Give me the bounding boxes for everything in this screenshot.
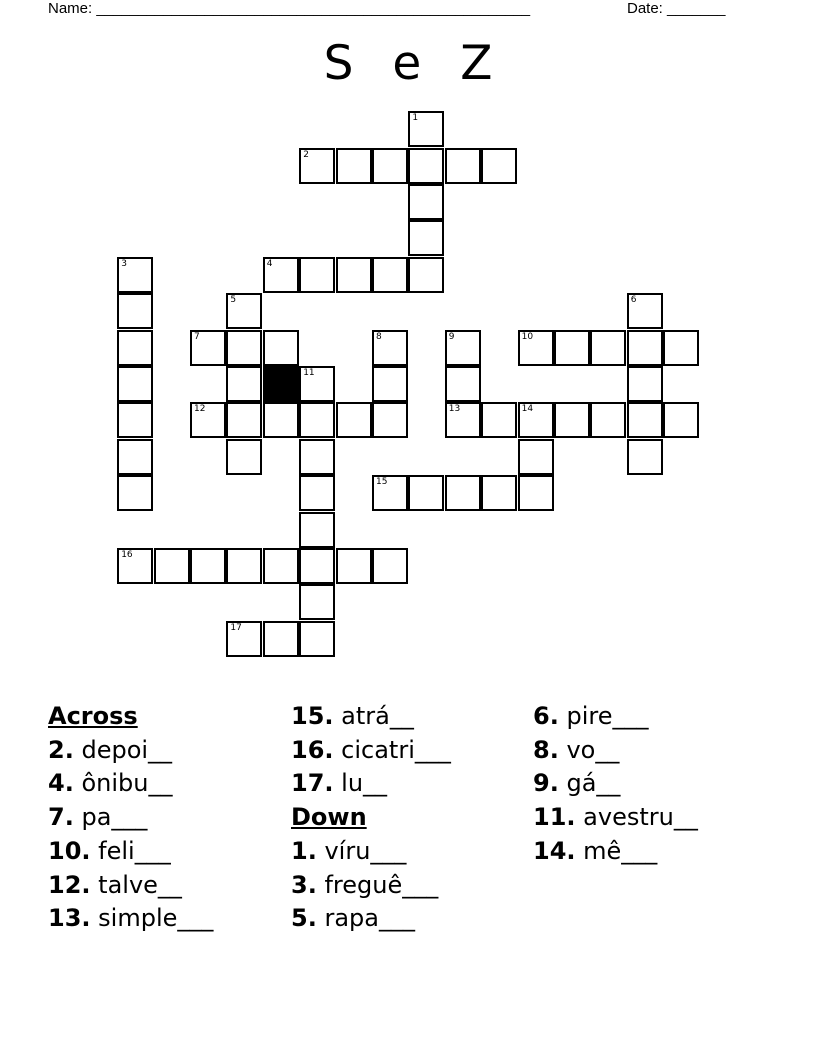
grid-cell[interactable] xyxy=(445,366,481,402)
clue-number: 17. xyxy=(291,769,334,798)
clue-number: 9. xyxy=(533,769,559,798)
grid-cell[interactable] xyxy=(408,257,444,293)
clue-number: 2. xyxy=(48,735,74,764)
clue-text: feli___ xyxy=(98,836,171,865)
down-clue xyxy=(533,835,698,869)
grid-cell[interactable] xyxy=(299,512,335,548)
grid-cell[interactable] xyxy=(117,257,153,293)
grid-cell[interactable] xyxy=(445,148,481,184)
across-clue xyxy=(48,869,213,903)
clue-number: 16. xyxy=(291,735,334,764)
clue-text: freguê___ xyxy=(324,870,439,899)
clue-text: gá__ xyxy=(566,769,621,798)
grid-cell[interactable] xyxy=(263,330,299,366)
grid-cell[interactable] xyxy=(117,475,153,511)
clue-number-label: 16 xyxy=(121,550,133,560)
grid-cell[interactable] xyxy=(263,548,299,584)
clue-text: víru___ xyxy=(324,836,407,865)
grid-cell[interactable] xyxy=(226,402,262,438)
grid-cell[interactable] xyxy=(117,439,153,475)
clue-number-label: 11 xyxy=(303,368,315,378)
down-clue xyxy=(533,767,698,801)
clue-number-label: 6 xyxy=(630,295,637,306)
grid-cell[interactable] xyxy=(445,475,481,511)
clue-number: 12. xyxy=(48,870,91,899)
across-clue xyxy=(48,835,213,869)
clue-number-label: 10 xyxy=(521,331,534,342)
clue-text: atrá__ xyxy=(341,702,414,730)
black-square xyxy=(263,366,299,402)
across-clue xyxy=(48,902,213,936)
grid-cell[interactable] xyxy=(518,330,554,366)
clue-number-label: 7 xyxy=(194,331,200,342)
grid-cell[interactable] xyxy=(372,548,408,584)
clue-text: vo__ xyxy=(566,735,620,764)
grid-cell[interactable] xyxy=(117,293,153,329)
grid-cell[interactable] xyxy=(299,402,335,438)
clue-number: 3. xyxy=(291,870,317,899)
grid-cell[interactable] xyxy=(518,402,554,438)
grid-cell[interactable] xyxy=(263,402,299,438)
grid-cell[interactable] xyxy=(518,439,554,475)
grid-cell[interactable] xyxy=(299,621,335,657)
clue-number-label: 4 xyxy=(266,258,273,269)
grid-cell[interactable] xyxy=(663,402,699,438)
clue-number-label: 12 xyxy=(194,404,206,415)
clue-text: cicatri___ xyxy=(341,735,451,764)
grid-cell[interactable] xyxy=(226,548,262,584)
clue-text: simple___ xyxy=(98,904,214,933)
clue-number-label: 14 xyxy=(521,404,534,415)
grid-cell[interactable] xyxy=(190,330,226,366)
clue-text: mê___ xyxy=(583,836,658,865)
clue-number-label: 1 xyxy=(412,113,419,124)
grid-cell[interactable] xyxy=(372,475,408,511)
across-clue xyxy=(48,801,213,835)
clue-column-2 xyxy=(291,700,451,936)
grid-cell[interactable] xyxy=(481,475,517,511)
grid-cell[interactable] xyxy=(445,330,481,366)
grid-cell[interactable] xyxy=(226,293,262,329)
grid-cell[interactable] xyxy=(226,439,262,475)
grid-cell[interactable] xyxy=(372,366,408,402)
grid-cell[interactable] xyxy=(226,621,262,657)
grid-cell[interactable] xyxy=(336,148,372,184)
grid-cell[interactable] xyxy=(226,330,262,366)
across-clue xyxy=(291,734,451,768)
grid-cell[interactable] xyxy=(263,257,299,293)
clue-text: pire___ xyxy=(566,702,649,730)
clue-number: 6. xyxy=(533,702,559,730)
grid-cell[interactable] xyxy=(336,548,372,584)
grid-cell[interactable] xyxy=(336,402,372,438)
down-clue xyxy=(533,801,698,835)
grid-cell[interactable] xyxy=(372,148,408,184)
grid-cell[interactable] xyxy=(627,293,663,329)
grid-cell[interactable] xyxy=(590,402,626,438)
across-clue xyxy=(48,767,213,801)
grid-cell[interactable] xyxy=(408,220,444,256)
clue-number: 4. xyxy=(48,769,74,798)
clue-text: lu__ xyxy=(341,769,388,798)
down-clue xyxy=(291,902,451,936)
grid-cell[interactable] xyxy=(663,330,699,366)
across-clue xyxy=(291,700,451,734)
across-clue xyxy=(48,734,213,768)
across-clue xyxy=(291,767,451,801)
grid-cell[interactable] xyxy=(445,402,481,438)
grid-cell[interactable] xyxy=(226,366,262,402)
grid-cell[interactable] xyxy=(299,366,335,402)
grid-cell[interactable] xyxy=(408,148,444,184)
grid-cell[interactable] xyxy=(299,548,335,584)
clue-number: 14. xyxy=(533,836,576,865)
grid-cell[interactable] xyxy=(299,475,335,511)
grid-cell[interactable] xyxy=(117,548,153,584)
clue-number: 7. xyxy=(48,803,74,832)
grid-cell[interactable] xyxy=(299,584,335,620)
clue-number-label: 17 xyxy=(230,622,242,633)
grid-cell[interactable] xyxy=(372,330,408,366)
across-heading: Across xyxy=(48,702,138,730)
grid-cell[interactable] xyxy=(408,184,444,220)
grid-cell[interactable] xyxy=(627,330,663,366)
grid-cell[interactable] xyxy=(518,475,554,511)
grid-cell[interactable] xyxy=(299,148,335,184)
clue-text: avestru__ xyxy=(583,803,698,832)
grid-cell[interactable] xyxy=(336,257,372,293)
grid-cell[interactable] xyxy=(299,257,335,293)
grid-cell[interactable] xyxy=(554,330,590,366)
grid-cell[interactable] xyxy=(154,548,190,584)
grid-cell[interactable] xyxy=(481,148,517,184)
grid-cell[interactable] xyxy=(627,439,663,475)
clue-text: rapa___ xyxy=(324,904,415,933)
clue-number: 13. xyxy=(48,904,91,933)
grid-cell[interactable] xyxy=(372,402,408,438)
date-field: Date: _______ xyxy=(627,0,726,17)
grid-cell[interactable] xyxy=(554,402,590,438)
grid-cell[interactable] xyxy=(117,330,153,366)
clue-number-label: 8 xyxy=(376,331,382,342)
clue-number-label: 13 xyxy=(448,404,461,415)
name-field: Name: ____________________________________________________ xyxy=(48,0,531,17)
grid-cell[interactable] xyxy=(590,330,626,366)
grid-cell[interactable] xyxy=(481,402,517,438)
clue-column-1 xyxy=(48,700,213,936)
grid-cell[interactable] xyxy=(190,548,226,584)
down-clue xyxy=(533,734,698,768)
clue-number-label: 2 xyxy=(303,149,309,160)
grid-cell[interactable] xyxy=(263,621,299,657)
grid-cell[interactable] xyxy=(299,439,335,475)
clue-number: 11. xyxy=(533,803,576,832)
grid-cell[interactable] xyxy=(190,402,226,438)
grid-cell[interactable] xyxy=(408,475,444,511)
down-heading: Down xyxy=(291,803,367,832)
clue-number: 8. xyxy=(533,735,559,764)
grid-cell[interactable] xyxy=(117,366,153,402)
clue-text: ônibu__ xyxy=(81,769,173,798)
clue-text: talve__ xyxy=(98,870,182,899)
grid-cell[interactable] xyxy=(408,111,444,147)
clue-number: 15. xyxy=(291,702,334,730)
clue-text: pa___ xyxy=(81,803,148,832)
clue-column-3 xyxy=(533,700,698,869)
clue-number-label: 15 xyxy=(376,477,388,488)
down-clue xyxy=(291,835,451,869)
clue-number: 10. xyxy=(48,836,91,865)
clue-number-label: 9 xyxy=(448,331,455,342)
clue-number-label: 5 xyxy=(230,295,237,306)
clue-number: 1. xyxy=(291,836,317,865)
page-title: S e Z xyxy=(323,36,505,91)
down-clue xyxy=(533,700,698,734)
clue-number: 5. xyxy=(291,904,317,933)
clue-number-label: 3 xyxy=(121,258,127,269)
down-clue xyxy=(291,869,451,903)
clue-text: depoi__ xyxy=(81,735,173,764)
grid-cell[interactable] xyxy=(117,402,153,438)
grid-cell[interactable] xyxy=(627,402,663,438)
grid-cell[interactable] xyxy=(372,257,408,293)
grid-cell[interactable] xyxy=(627,366,663,402)
